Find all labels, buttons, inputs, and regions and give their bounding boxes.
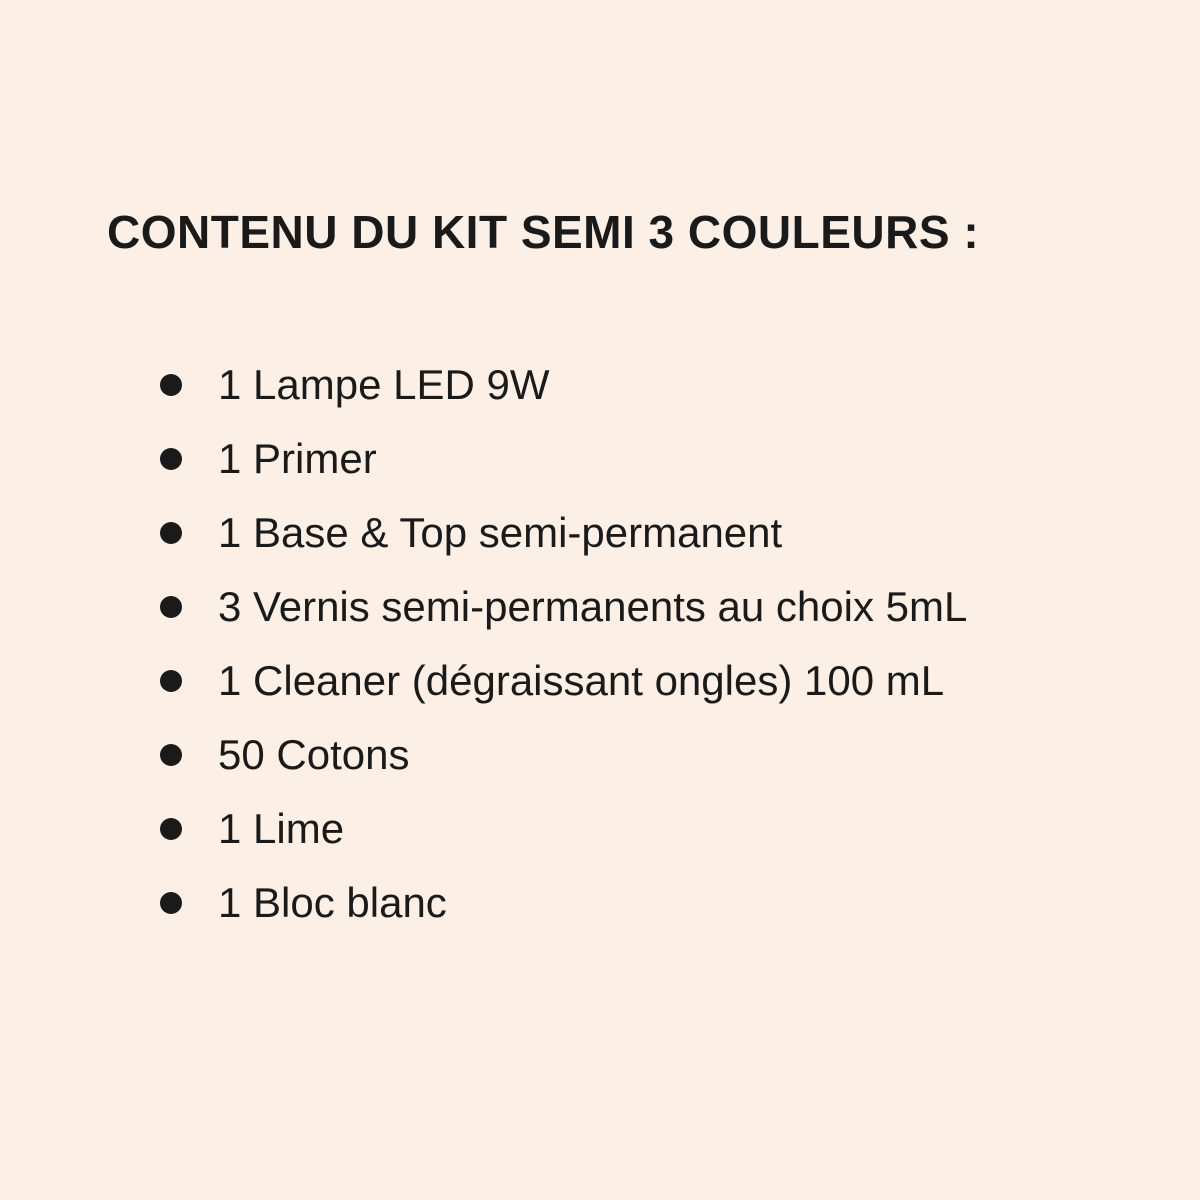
bullet-icon (160, 818, 182, 840)
bullet-icon (160, 448, 182, 470)
bullet-icon (160, 670, 182, 692)
item-label: 1 Cleaner (dégraissant ongles) 100 mL (218, 657, 945, 704)
bullet-icon (160, 522, 182, 544)
list-item (160, 570, 967, 644)
list-item (160, 718, 967, 792)
page-title: CONTENU DU KIT SEMI 3 COULEURS : (107, 206, 980, 258)
list-item (160, 496, 967, 570)
item-label: 1 Bloc blanc (218, 879, 447, 926)
item-label: 1 Base & Top semi-permanent (218, 509, 783, 556)
bullet-icon (160, 744, 182, 766)
item-label: 50 Cotons (218, 731, 410, 778)
list-item (160, 792, 967, 866)
list-item (160, 644, 967, 718)
list-item (160, 866, 967, 940)
bullet-icon (160, 892, 182, 914)
item-label: 1 Lampe LED 9W (218, 361, 550, 408)
item-label: 1 Primer (218, 435, 377, 482)
item-label: 3 Vernis semi-permanents au choix 5mL (218, 583, 968, 630)
bullet-icon (160, 374, 182, 396)
bullet-icon (160, 596, 182, 618)
list-item (160, 422, 967, 496)
list-item (160, 348, 967, 422)
kit-item-list (160, 348, 967, 940)
item-label: 1 Lime (218, 805, 345, 852)
